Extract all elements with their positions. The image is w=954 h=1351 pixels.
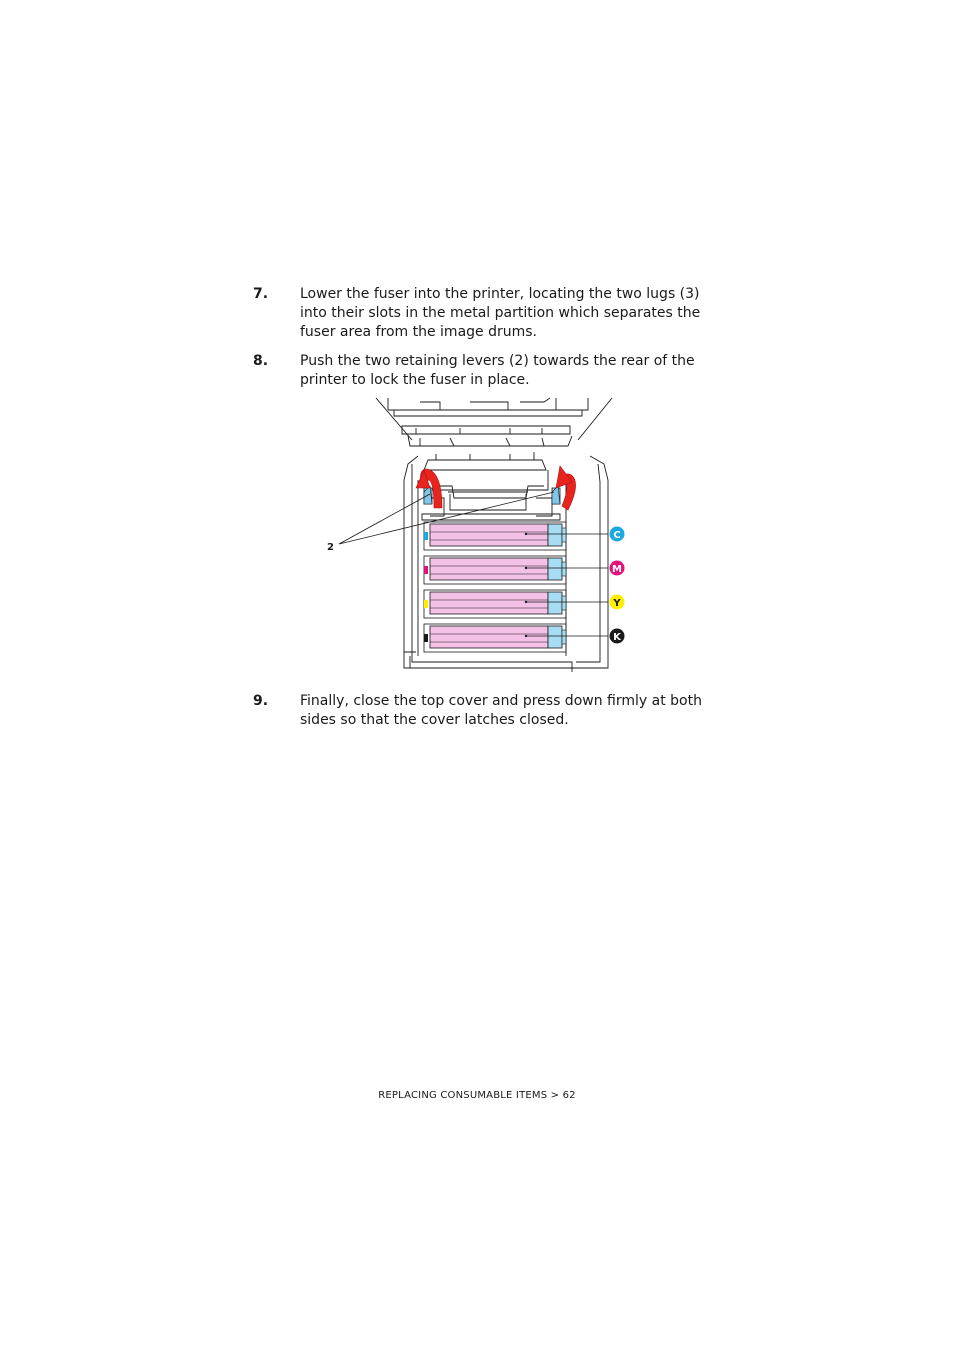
color-label: Y bbox=[613, 598, 621, 609]
step-number: 8. bbox=[253, 353, 269, 369]
callout-2: 2 bbox=[327, 542, 334, 553]
drum-row-m bbox=[424, 556, 625, 584]
image-drum bbox=[430, 558, 548, 580]
printer-fuser-illustration bbox=[320, 394, 630, 680]
color-marker bbox=[424, 566, 428, 574]
page-footer: REPLACING CONSUMABLE ITEMS > 62 bbox=[378, 1090, 576, 1101]
toner-cartridge bbox=[548, 558, 562, 580]
toner-cartridge bbox=[548, 626, 562, 648]
image-drum bbox=[430, 592, 548, 614]
toner-cartridge bbox=[548, 524, 562, 546]
drum-row-c bbox=[424, 522, 625, 550]
drum-row-k bbox=[424, 624, 625, 652]
drum-row-y bbox=[424, 590, 625, 618]
step-text: Push the two retaining levers (2) towards the rear of the printer to lock the fuser in place. bbox=[300, 353, 695, 388]
step-text: Finally, close the top cover and press down firmly at both sides so that the cover latches closed. bbox=[300, 693, 702, 728]
image-drum bbox=[430, 524, 548, 546]
color-marker bbox=[424, 634, 428, 642]
image-drums bbox=[424, 522, 625, 652]
color-marker bbox=[424, 532, 428, 540]
toner-cartridge bbox=[548, 592, 562, 614]
step-text: Lower the fuser into the printer, locating the two lugs (3) into their slots in the metal partition which separates the fuser area from the image drums. bbox=[300, 286, 701, 340]
image-drum bbox=[430, 626, 548, 648]
color-label: M bbox=[612, 564, 622, 575]
color-marker bbox=[424, 600, 428, 608]
step-number: 7. bbox=[253, 286, 269, 302]
color-label: K bbox=[613, 632, 621, 643]
color-label: C bbox=[613, 530, 621, 541]
step-number: 9. bbox=[253, 693, 269, 709]
